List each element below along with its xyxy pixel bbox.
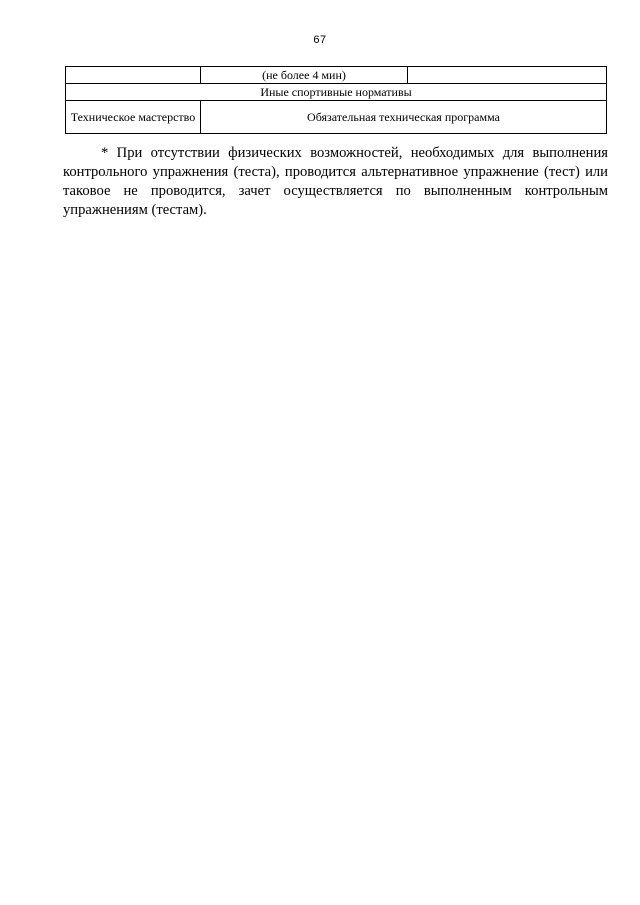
norms-table <box>65 66 607 134</box>
section-heading: Иные спортивные нормативы <box>66 84 607 101</box>
table-cell-time-limit: (не более 4 мин) <box>201 67 408 84</box>
table-row <box>66 67 607 84</box>
page-number: 67 <box>313 34 327 46</box>
footnote: * При отсутствии физических возможностей, необходимых для выполнения контрольного упражнения (теста), проводится альтернативное упражнение (тест) или таковое не проводится, зачет осуществляется по выполненным контрольным упражнениям (тестам). <box>63 145 608 218</box>
table-cell-empty-left <box>66 67 201 84</box>
skill-value: Обязательная техническая программа <box>201 101 607 134</box>
table-row <box>66 101 607 134</box>
skill-label: Техническое мастерство <box>66 101 201 134</box>
table-cell-empty-right <box>408 67 607 84</box>
table-row <box>66 84 607 101</box>
